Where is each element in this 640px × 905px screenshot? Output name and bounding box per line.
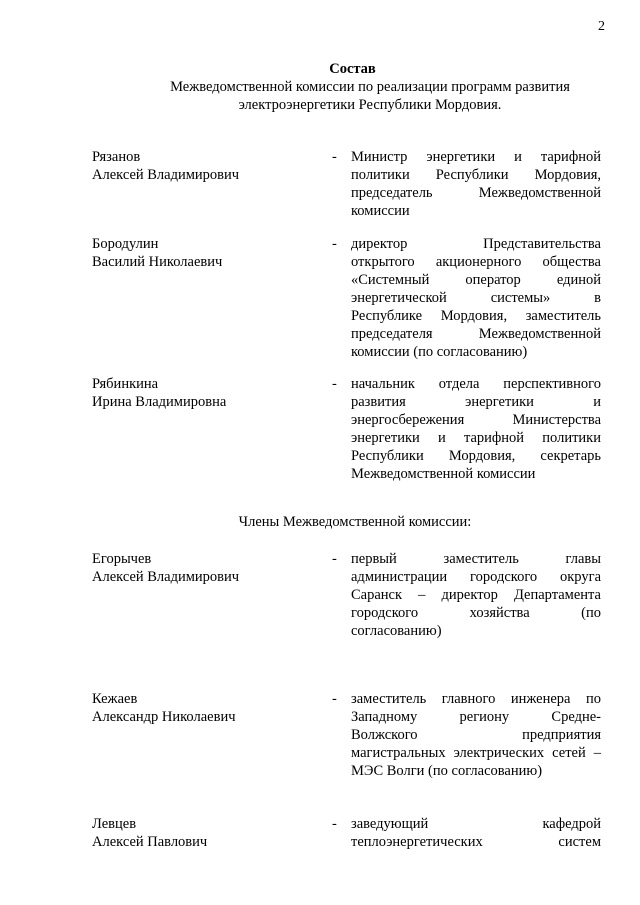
member-dash: - — [332, 149, 337, 165]
role-line: энергетической системы» в — [351, 290, 601, 306]
member-surname: Рябинкина — [92, 376, 159, 392]
role-line: Министр энергетики и тарифной — [351, 149, 601, 165]
member-given-names: Алексей Владимирович — [92, 569, 240, 585]
subtitle-line: Межведомственной комиссии по реализации программ развития — [170, 79, 570, 95]
role-line: председателя Межведомственной — [351, 326, 601, 342]
role-line: Межведомственной комиссии — [351, 466, 536, 482]
member-name — [92, 375, 312, 411]
member-name — [92, 815, 312, 851]
role-line: магистральных электрических сетей – — [351, 745, 601, 761]
role-line: комиссии (по согласованию) — [351, 344, 528, 360]
member-role — [351, 815, 601, 851]
role-line: администрации городского округа — [351, 569, 601, 585]
member-given-names: Ирина Владимировна — [92, 394, 227, 410]
role-line: развития энергетики и — [351, 394, 601, 410]
member-name — [92, 235, 312, 271]
member-given-names: Василий Николаевич — [92, 254, 223, 270]
subtitle-line: электроэнергетики Республики Мордовия. — [238, 97, 502, 113]
role-line: Саранск – директор Департамента — [351, 587, 601, 603]
member-role — [351, 235, 601, 361]
document-subtitle — [50, 78, 640, 114]
member-role — [351, 550, 601, 640]
member-surname: Кежаев — [92, 691, 138, 707]
role-line: председатель Межведомственной — [351, 185, 601, 201]
member-surname: Егорычев — [92, 551, 152, 567]
role-line: энергетики и тарифной политики — [351, 430, 601, 446]
member-name — [92, 690, 312, 726]
member-given-names: Александр Николаевич — [92, 709, 236, 725]
role-line: директор Представительства — [351, 236, 601, 252]
role-line: энергосбережения Министерства — [351, 412, 601, 428]
member-dash: - — [332, 236, 337, 252]
page-number: 2 — [598, 19, 605, 34]
member-name — [92, 550, 312, 586]
role-line: Волжского предприятия — [351, 727, 601, 743]
member-dash: - — [332, 376, 337, 392]
role-line: согласованию) — [351, 623, 442, 639]
role-line: первый заместитель главы — [351, 551, 601, 567]
role-line: заведующий кафедрой — [351, 816, 601, 832]
role-line: Западному региону Средне- — [351, 709, 601, 725]
role-line: теплоэнергетических систем — [351, 834, 601, 850]
member-name — [92, 148, 312, 184]
role-line: Республике Мордовия, заместитель — [351, 308, 601, 324]
member-given-names: Алексей Владимирович — [92, 167, 240, 183]
member-given-names: Алексей Павлович — [92, 834, 208, 850]
member-surname: Бородулин — [92, 236, 159, 252]
role-line: начальник отдела перспективного — [351, 376, 601, 392]
members-heading: Члены Межведомственной комиссии: — [238, 514, 472, 530]
member-role — [351, 375, 601, 483]
role-line: городского хозяйства (по — [351, 605, 601, 621]
role-line: «Системный оператор единой — [351, 272, 601, 288]
role-line: политики Республики Мордовия, — [351, 167, 601, 183]
member-surname: Левцев — [92, 816, 137, 832]
member-role — [351, 690, 601, 780]
member-role — [351, 148, 601, 220]
role-line: МЭС Волги (по согласованию) — [351, 763, 543, 779]
member-dash: - — [332, 816, 337, 832]
role-line: заместитель главного инженера по — [351, 691, 601, 707]
member-dash: - — [332, 691, 337, 707]
role-line: комиссии — [351, 203, 410, 219]
role-line: открытого акционерного общества — [351, 254, 601, 270]
member-surname: Рязанов — [92, 149, 141, 165]
document-title: Состав — [329, 61, 376, 77]
role-line: Республики Мордовия, секретарь — [351, 448, 601, 464]
member-dash: - — [332, 551, 337, 567]
